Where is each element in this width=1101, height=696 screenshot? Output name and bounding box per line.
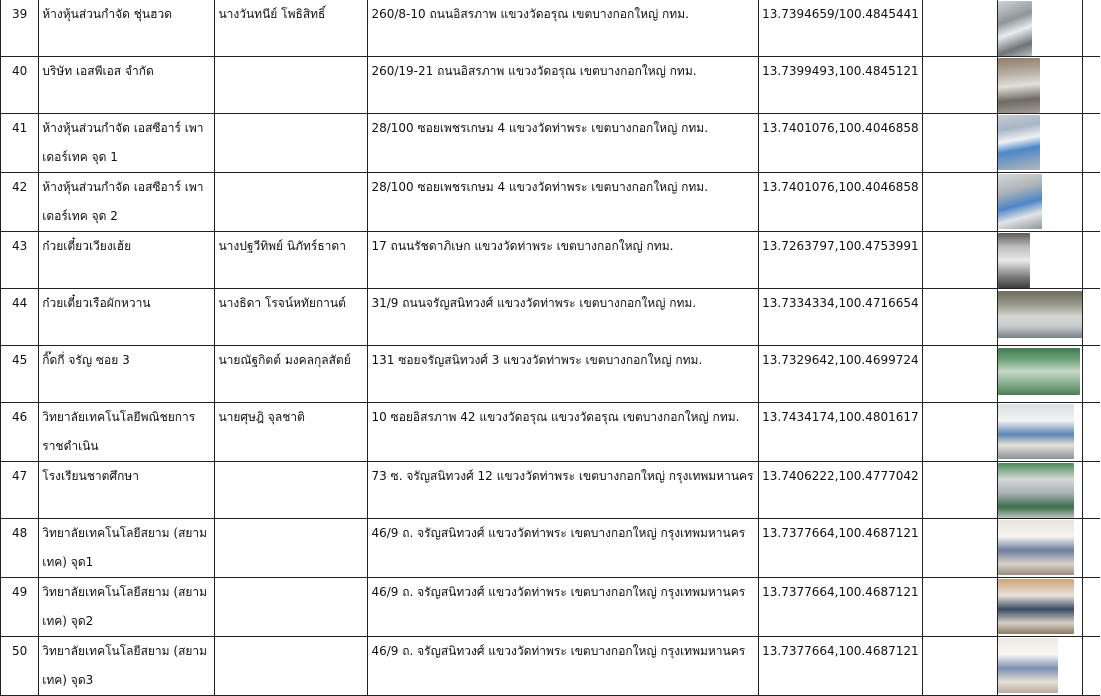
photo-cell — [997, 173, 1083, 232]
table-row — [1, 232, 1101, 289]
equipment-photo — [998, 233, 1030, 288]
empty-cell — [1083, 519, 1100, 578]
photo-cell — [997, 0, 1083, 57]
row-number: 49 — [1, 578, 39, 637]
equipment-photo — [998, 1, 1032, 56]
owner-name — [215, 637, 368, 696]
row-number: 46 — [1, 403, 39, 462]
tanks-photo — [998, 348, 1080, 395]
row-number: 39 — [1, 0, 39, 57]
establishment-name: ห้างหุ้นส่วนกำจัด เอสซีอาร์ เพาเดอร์เทค จุด 1 — [39, 114, 215, 173]
inspection-photo — [998, 463, 1074, 518]
establishment-name: บริษัท เอสพีเอส จำกัด — [39, 57, 215, 114]
photo-cell — [997, 578, 1083, 637]
empty-cell — [1083, 346, 1100, 403]
row-number: 47 — [1, 462, 39, 519]
table-row — [1, 462, 1101, 519]
owner-name — [215, 173, 368, 232]
empty-cell — [923, 232, 998, 289]
empty-cell — [1083, 232, 1100, 289]
address: 73 ซ. จรัญสนิทวงศ์ 12 แขวงวัดท่าพระ เขตบางกอกใหญ่ กรุงเทพมหานคร — [368, 462, 759, 519]
owner-name — [215, 114, 368, 173]
address: 260/19-21 ถนนอิสรภาพ แขวงวัดอรุณ เขตบางกอกใหญ่ กทม. — [368, 57, 759, 114]
address: 46/9 ถ. จรัญสนิทวงศ์ แขวงวัดท่าพระ เขตบางกอกใหญ่ กรุงเทพมหานคร — [368, 637, 759, 696]
empty-cell — [923, 0, 998, 57]
coordinates: 13.7401076,100.4046858 — [759, 173, 923, 232]
address: 31/9 ถนนจรัญสนิทวงศ์ แขวงวัดท่าพระ เขตบางกอกใหญ่ กทม. — [368, 289, 759, 346]
empty-cell — [923, 462, 998, 519]
inspection-photo — [998, 520, 1074, 575]
coordinates: 13.7334334,100.4716654 — [759, 289, 923, 346]
empty-cell — [923, 346, 998, 403]
table-row — [1, 114, 1101, 173]
water-dispenser-photo — [998, 115, 1040, 170]
address: 46/9 ถ. จรัญสนิทวงศ์ แขวงวัดท่าพระ เขตบางกอกใหญ่ กรุงเทพมหานคร — [368, 578, 759, 637]
photo-cell — [997, 114, 1083, 173]
photo-cell — [997, 232, 1083, 289]
table-row — [1, 57, 1101, 114]
inspection-photo — [998, 579, 1074, 634]
coordinates: 13.7406222,100.4777042 — [759, 462, 923, 519]
photo-cell — [997, 57, 1083, 114]
empty-cell — [1083, 462, 1100, 519]
owner-name — [215, 578, 368, 637]
empty-cell — [923, 289, 998, 346]
empty-cell — [1083, 173, 1100, 232]
establishment-name: ห้างหุ้นส่วนกำจัด เอสซีอาร์ เพาเดอร์เทค จุด 2 — [39, 173, 215, 232]
table-row — [1, 173, 1101, 232]
owner-name: นายณัฐกิตต์ มงคลกุลสัตย์ — [215, 346, 368, 403]
row-number: 48 — [1, 519, 39, 578]
address: 28/100 ซอยเพชรเกษม 4 แขวงวัดท่าพระ เขตบางกอกใหญ่ กทม. — [368, 173, 759, 232]
photo-cell — [997, 519, 1083, 578]
empty-cell — [923, 114, 998, 173]
inspection-photo — [998, 404, 1074, 459]
table-row — [1, 519, 1101, 578]
equipment-photo — [998, 58, 1040, 113]
empty-cell — [923, 637, 998, 696]
establishment-name: กิ๊ดกี่ จรัญ ซอย 3 — [39, 346, 215, 403]
address: 46/9 ถ. จรัญสนิทวงศ์ แขวงวัดท่าพระ เขตบางกอกใหญ่ กรุงเทพมหานคร — [368, 519, 759, 578]
establishment-name: โรงเรียนชาตศึกษา — [39, 462, 215, 519]
owner-name — [215, 57, 368, 114]
row-number: 45 — [1, 346, 39, 403]
empty-cell — [1083, 637, 1100, 696]
address: 17 ถนนรัชดาภิเษก แขวงวัดท่าพระ เขตบางกอกใหญ่ กทม. — [368, 232, 759, 289]
empty-cell — [1083, 114, 1100, 173]
owner-name: นางวันทนีย์ โพธิสิทธิ์ — [215, 0, 368, 57]
establishment-name: ห้างหุ้นส่วนกำจัด ชุ่นฮวด — [39, 0, 215, 57]
address: 10 ซอยอิสรภาพ 42 แขวงวัดอรุณ แขวงวัดอรุณ เขตบางกอกใหญ่ กทม. — [368, 403, 759, 462]
empty-cell — [923, 519, 998, 578]
empty-cell — [1083, 578, 1100, 637]
owner-name — [215, 462, 368, 519]
table-row — [1, 637, 1101, 696]
table-row — [1, 578, 1101, 637]
photo-cell — [997, 637, 1083, 696]
water-dispenser-photo — [998, 174, 1042, 229]
table-row — [1, 289, 1101, 346]
owner-name: นางปฐวีทิพย์ นิภัทร์ธาดา — [215, 232, 368, 289]
owner-name — [215, 519, 368, 578]
owner-name: นายศุษฎิ จุลชาติ — [215, 403, 368, 462]
empty-cell — [1083, 289, 1100, 346]
photo-cell — [997, 462, 1083, 519]
row-number: 43 — [1, 232, 39, 289]
photo-cell — [997, 403, 1083, 462]
tanks-photo — [998, 291, 1082, 338]
row-number: 40 — [1, 57, 39, 114]
empty-cell — [923, 403, 998, 462]
establishment-name: วิทยาลัยเทคโนโลยีสยาม (สยามเทค) จุด2 — [39, 578, 215, 637]
empty-cell — [1083, 403, 1100, 462]
address: 131 ซอยจรัญสนิทวงศ์ 3 แขวงวัดท่าพระ เขตบางกอกใหญ่ กทม. — [368, 346, 759, 403]
row-number: 44 — [1, 289, 39, 346]
table-row — [1, 0, 1101, 57]
coordinates: 13.7434174,100.4801617 — [759, 403, 923, 462]
establishment-name: วิทยาลัยเทคโนโลยีสยาม (สยามเทค) จุด1 — [39, 519, 215, 578]
coordinates: 13.7399493,100.4845121 — [759, 57, 923, 114]
photo-cell — [997, 289, 1083, 346]
establishment-name: ก๋วยเตี๋ยวเรือผักหวาน — [39, 289, 215, 346]
coordinates: 13.7401076,100.4046858 — [759, 114, 923, 173]
owner-name: นางธิดา โรจน์หทัยกานต์ — [215, 289, 368, 346]
empty-cell — [923, 173, 998, 232]
coordinates: 13.7377664,100.4687121 — [759, 578, 923, 637]
coordinates: 13.7329642,100.4699724 — [759, 346, 923, 403]
table-row — [1, 403, 1101, 462]
coordinates: 13.7394659/100.4845441 — [759, 0, 923, 57]
address: 28/100 ซอยเพชรเกษม 4 แขวงวัดท่าพระ เขตบางกอกใหญ่ กทม. — [368, 114, 759, 173]
empty-cell — [1083, 0, 1100, 57]
empty-cell — [923, 578, 998, 637]
table-row — [1, 346, 1101, 403]
coordinates: 13.7263797,100.4753991 — [759, 232, 923, 289]
row-number: 42 — [1, 173, 39, 232]
coordinates: 13.7377664,100.4687121 — [759, 637, 923, 696]
inspection-photo — [998, 638, 1058, 693]
row-number: 41 — [1, 114, 39, 173]
establishment-name: วิทยาลัยเทคโนโลยีพณิชยการราชดำเนิน — [39, 403, 215, 462]
photo-cell — [997, 346, 1083, 403]
coordinates: 13.7377664,100.4687121 — [759, 519, 923, 578]
address: 260/8-10 ถนนอิสรภาพ แขวงวัดอรุณ เขตบางกอกใหญ่ กทม. — [368, 0, 759, 57]
empty-cell — [923, 57, 998, 114]
empty-cell — [1083, 57, 1100, 114]
row-number: 50 — [1, 637, 39, 696]
establishment-name: วิทยาลัยเทคโนโลยีสยาม (สยามเทค) จุด3 — [39, 637, 215, 696]
establishment-name: ก๋วยเตี๋ยวเวียงเฮ้ย — [39, 232, 215, 289]
